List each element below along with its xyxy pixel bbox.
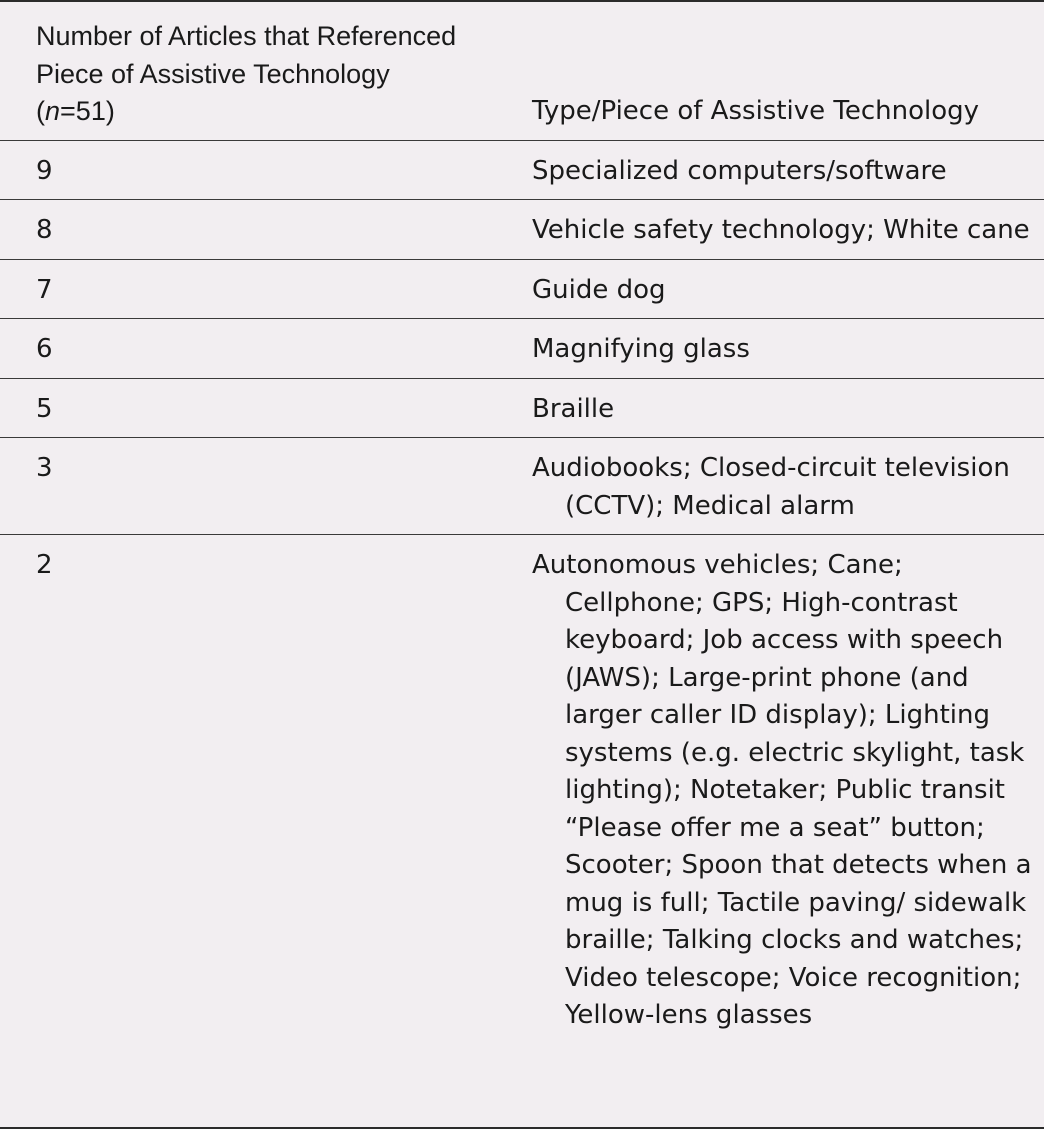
header-row (0, 2, 1044, 140)
header-article-count (0, 2, 497, 140)
row-items: Specialized computers/software (497, 140, 1044, 200)
row-items: Audiobooks; Closed-circuit television (CCTV); Medical alarm (497, 438, 1044, 535)
row-count: 3 (0, 438, 497, 535)
header-article-count-line2: Piece of Assistive Technology (36, 58, 390, 89)
table-row (0, 378, 1044, 438)
header-n-variable: n (45, 96, 61, 126)
row-count: 7 (0, 259, 497, 319)
table-header (0, 2, 1044, 140)
header-n-value: =51) (60, 96, 115, 126)
table-row (0, 140, 1044, 200)
table-row (0, 200, 1044, 260)
row-count: 8 (0, 200, 497, 260)
header-paren-open: ( (36, 96, 45, 126)
header-technology-type: Type/Piece of Assistive Technology (497, 2, 1044, 140)
row-items: Braille (497, 378, 1044, 438)
header-article-count-line1: Number of Articles that Referenced (36, 21, 457, 51)
header-article-count-line3 (36, 93, 497, 131)
row-items: Vehicle safety technology; White cane (497, 200, 1044, 260)
row-items: Autonomous vehicles; Cane; Cellphone; GPS; High-contrast keyboard; Job access with speech (JAWS); Large-print phone (and larger caller ID display); Lighting systems (e.g. electric skylight, task lighting); Notetaker; Public transit “Please offer me a seat” button; Scooter; Spoon that detects when a mug is full; Tactile paving/ sidewalk braille; Talking clocks and watches; Video telescope; Voice recognition; Yellow-lens glasses (532, 550, 1032, 1030)
row-count: 5 (0, 378, 497, 438)
row-items: Guide dog (497, 259, 1044, 319)
table-body (0, 140, 1044, 1045)
data-table (0, 2, 1044, 1045)
table-row (0, 438, 1044, 535)
row-count: 2 (36, 550, 53, 580)
table-row (0, 535, 1044, 1045)
row-count: 9 (0, 140, 497, 200)
table-row (0, 319, 1044, 379)
table-row (0, 259, 1044, 319)
row-items: Magnifying glass (497, 319, 1044, 379)
row-count: 6 (0, 319, 497, 379)
